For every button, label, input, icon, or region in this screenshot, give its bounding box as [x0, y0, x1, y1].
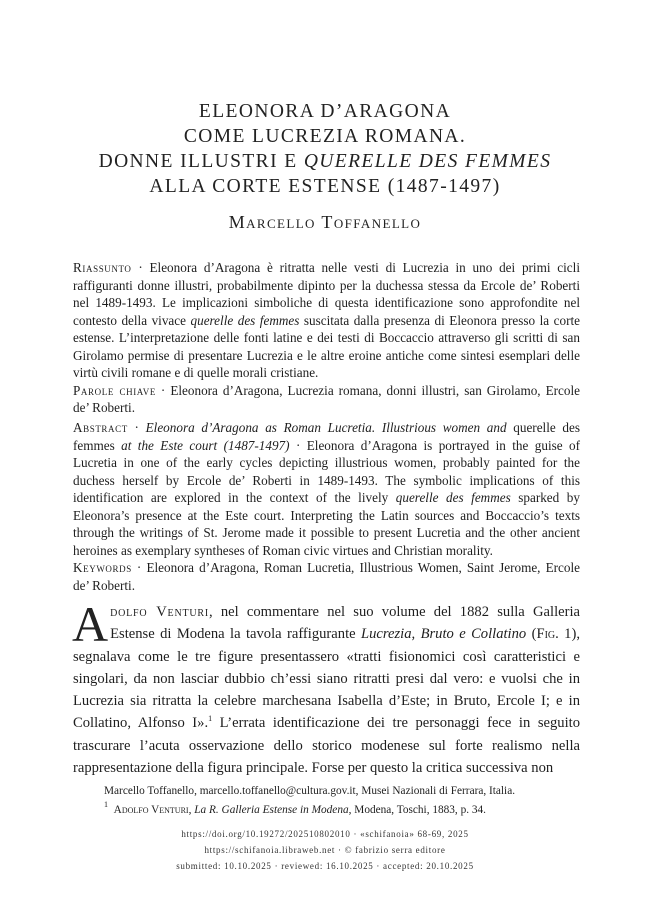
body-artwork-title: Lucrezia, Bruto e Collatino [361, 626, 527, 643]
keywords-text: Eleonora d’Aragona, Roman Lucretia, Illustrious Women, Saint Jerome, Ercole de’ Roberti. [73, 560, 580, 593]
riassunto-label: Riassunto [73, 260, 132, 275]
author-name: Marcello Toffanello [228, 212, 422, 232]
parole-chiave-paragraph [73, 382, 580, 417]
parole-chiave-label: Parole chiave [73, 382, 156, 398]
riassunto-paragraph [73, 259, 580, 382]
riassunto-text-b: suscitata dalla presenza di Eleonora presso la corte estense. L’interpretazione delle fonti latine e dei testi di Boccaccio attraverso gli scritti di san Girolamo permise di presentare Lucrezia e le altre eroine antiche come sintesi esemplari delle virtù civili romane e di quelle morali cristiane. [73, 312, 580, 380]
footnote-1 [104, 802, 584, 818]
affiliation-note: Marcello Toffanello, marcello.toffanello@cultura.gov.it, Musei Nazionali di Ferrara, Italia. [104, 785, 516, 797]
abstract-title-italic-2: at the Este court (1487-1497) [121, 437, 290, 453]
parole-chiave-separator: · [155, 382, 171, 398]
footnote-reference[interactable]: 1 [208, 714, 213, 724]
title-line-3-italic: QUERELLE DES FEMMES [303, 151, 552, 172]
keywords-separator: · [131, 560, 147, 575]
site-line[interactable]: https://schifanoia.libraweb.net · © fabrizio serra editore [204, 845, 446, 855]
abstract-label: Abstract [73, 420, 128, 435]
footnote-1-rest: , Modena, Toschi, 1883, p. 34. [348, 804, 487, 816]
riassunto-text-a: Eleonora d’Aragona è ritratta nelle vesti di Lucrezia in uno dei primi cicli raffiguranti donne illustri, probabilmente dipinto per la duchessa stessa da Ercole de’ Roberti nel 1489-1493. Le implicazioni simboliche di questa identificazione sono approfondite nel contesto della vivace [73, 260, 580, 328]
drop-cap: A [72, 596, 109, 652]
body-lead-name: dolfo Venturi [110, 604, 209, 620]
footnote-1-number: 1 [104, 800, 108, 809]
keywords-paragraph [73, 559, 580, 594]
abstract-text-a: Eleonora d’Aragona is portrayed in the guise of Lucretia in one of the early cycles depicting illustrious women, probably painted for the duchess herself by Ercole de’ Roberti in 1489-1493. The symbolic implications of this identification are explored in the context of the lively [73, 437, 580, 505]
riassunto-separator: · [131, 260, 150, 275]
abstract-title-mid: querelle des femmes [73, 420, 580, 453]
abstract-separator-2: · [289, 437, 307, 453]
abstract-paragraph [73, 419, 580, 559]
body-text-1: , nel commentare nel suo volume del 1882 sulla Galleria Estense di Modena la tavola raffigurante [110, 604, 580, 643]
publication-meta [0, 826, 650, 874]
footnote-1-title: La R. Galleria Estense in Modena [194, 804, 349, 816]
abstract-title-italic-1: Eleonora d’Aragona as Roman Lucretia. Illustrious women and [145, 420, 507, 435]
keywords-label: Keywords [73, 560, 132, 575]
title-line-2: COME LUCREZIA ROMANA. [183, 126, 467, 147]
doi-line[interactable]: https://doi.org/10.19272/202510802010 · «schifanoia» 68-69, 2025 [181, 829, 469, 839]
body-text-2: ), segnalava come le tre figure presentassero «tratti fisionomici così caratteristici e singolari, da non lasciar dubbio ch’essi siano ritratti presi dal vero: e vuolsi che in Lucrezia sia ritratta la celebre marchesana Isabella d’Este; in Bruto, Ercole I; e in Collatino, Alfonso I». [73, 626, 580, 732]
body-text-1b: ( [526, 626, 537, 643]
article-title [0, 99, 650, 199]
abstract-text-b: sparked by Eleonora’s presence at the Este court. Interpreting the Latin sources and Boccaccio’s texts through the writings of St. Jerome made it possible to present Lucretia and the other ancient heroines as exemplary syntheses of Roman civic virtues and Christian morality. [73, 490, 580, 558]
body-paragraph [72, 596, 581, 779]
parole-chiave-text: Eleonora d’Aragona, Lucrezia romana, donni illustri, san Girolamo, Ercole de’ Roberti. [73, 382, 580, 415]
abstract-italic: querelle des femmes [395, 490, 511, 505]
title-line-4: ALLA CORTE ESTENSE (1487-1497) [149, 176, 501, 197]
footnote-1-author: Adolfo Venturi [113, 804, 189, 816]
title-line-3 [0, 149, 650, 174]
riassunto-italic: querelle des femmes [190, 312, 300, 328]
title-line-3-text: DONNE ILLUSTRI E [98, 151, 304, 172]
body-text-3: L’errata identificazione dei tre personaggi fece in seguito trascurare l’acuta osservazione dello storico modenese sul forte realismo nella rappresentazione della figura principale. Forse per questo la critica successiva non [73, 715, 581, 777]
figure-reference[interactable]: Fig. 1 [536, 626, 572, 643]
dates-line: submitted: 10.10.2025 · reviewed: 16.10.2025 · accepted: 20.10.2025 [176, 861, 474, 871]
title-line-1: ELEONORA D’ARAGONA [198, 101, 452, 122]
abstract-separator: · [127, 420, 146, 435]
riassunto-section [73, 259, 580, 417]
footnote-1-separator: , [188, 804, 195, 816]
abstract-section [73, 419, 580, 594]
